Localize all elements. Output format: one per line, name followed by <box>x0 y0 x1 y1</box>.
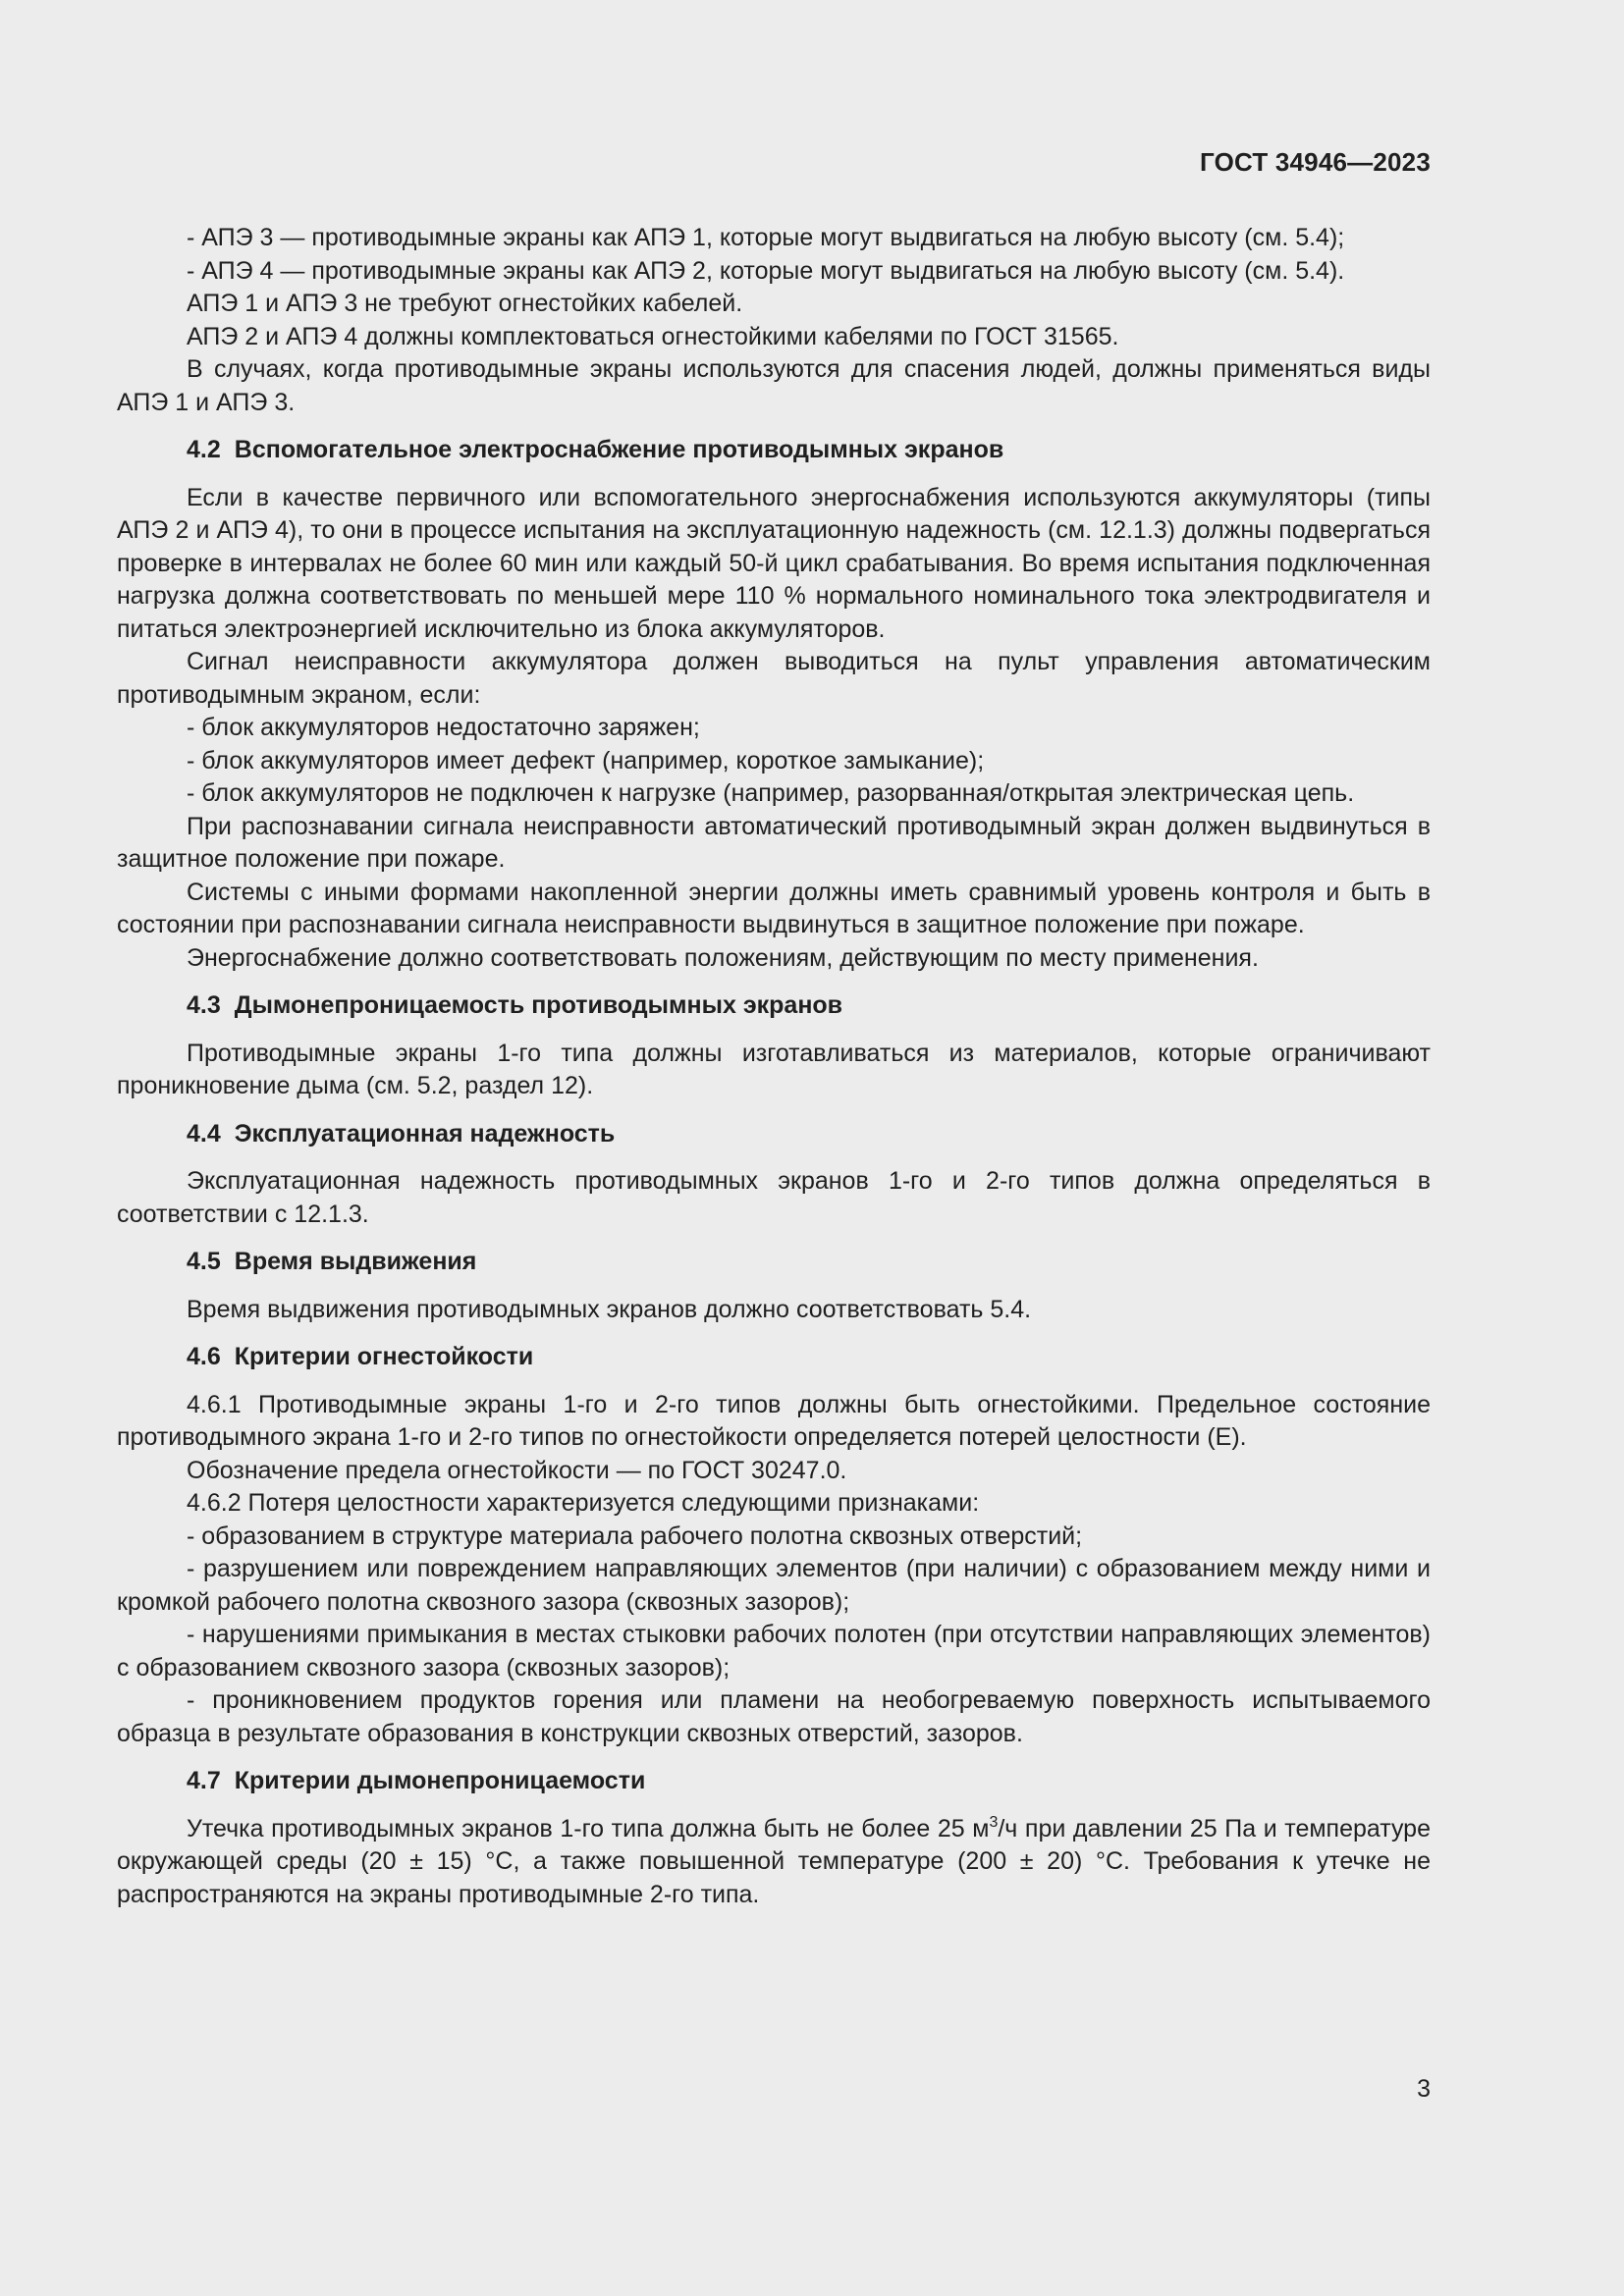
paragraph: - АПЭ 4 — противодымные экраны как АПЭ 2, которые могут выдвигаться на любую высоту (см. 5.4). <box>187 256 1345 285</box>
section-title: Время выдвижения <box>234 1248 477 1275</box>
section-heading-4-6 <box>117 1341 1431 1374</box>
paragraph: АПЭ 1 и АПЭ 3 не требуют огнестойких кабелей. <box>187 290 743 317</box>
paragraph: 4.6.1 Противодымные экраны 1-го и 2-го типов должны быть огнестойкими. Предельное состояние противодымного экрана 1-го и 2-го типов по огнестойкости определяется потерей целостности (Е). <box>117 1390 1431 1451</box>
section-title: Эксплуатационная надежность <box>234 1119 616 1148</box>
section-heading-4-2 <box>117 434 1431 467</box>
section-heading-4-7 <box>117 1765 1431 1798</box>
section-title: Дымонепроницаемость противодымных экранов <box>234 991 843 1019</box>
text-run: Утечка противодымных экранов 1-го типа должна быть не более 25 м <box>187 1814 990 1842</box>
section-number: 4.2 <box>187 436 221 463</box>
section-number: 4.5 <box>187 1248 221 1275</box>
list-item: - блок аккумуляторов недостаточно заряжен; <box>187 714 700 741</box>
list-item: - образованием в структуре материала рабочего полотна сквозных отверстий; <box>187 1522 1083 1550</box>
document-body <box>117 222 1431 1911</box>
section-number: 4.6 <box>187 1343 221 1370</box>
section-heading-4-3 <box>117 989 1431 1023</box>
section-number: 4.3 <box>187 991 221 1019</box>
section-title: Критерии огнестойкости <box>234 1343 534 1370</box>
paragraph: При распознавании сигнала неисправности автоматический противодымный экран должен выдвинуться в защитное положение при пожаре. <box>117 812 1431 873</box>
paragraph: В случаях, когда противодымные экраны используются для спасения людей, должны применяться виды АПЭ 1 и АПЭ 3. <box>117 355 1431 416</box>
paragraph: Если в качестве первичного или вспомогательного энергоснабжения используются аккумуляторы (типы АПЭ 2 и АПЭ 4), то они в процессе испытания на эксплуатационную надежность (см. 12.1.3) должны подвергаться проверке в интервалах не более 60 мин или каждый 50-й цикл срабатывания. Во время испытания подключенная нагрузка должна соответствовать по меньшей мере 110 % нормального номинального тока электродвигателя и питаться электроэнергией исключительно из блока аккумуляторов. <box>117 483 1431 643</box>
list-item: - проникновением продуктов горения или пламени на необогреваемую поверхность испытываемого образца в результате образования в конструкции сквозных отверстий, зазоров. <box>117 1686 1431 1747</box>
paragraph: Обозначение предела огнестойкости — по ГОСТ 30247.0. <box>187 1456 847 1484</box>
section-title: Вспомогательное электроснабжение противодымных экранов <box>234 436 1004 463</box>
paragraph <box>117 1813 1431 1912</box>
section-number: 4.4 <box>187 1119 221 1148</box>
section-number: 4.7 <box>187 1767 221 1794</box>
superscript: 3 <box>989 1813 999 1831</box>
paragraph: Системы с иными формами накопленной энергии должны иметь сравнимый уровень контроля и быть в состоянии при распознавании сигнала неисправности выдвинуться в защитное положение при пожаре. <box>117 878 1431 938</box>
paragraph: Энергоснабжение должно соответствовать положениям, действующим по месту применения. <box>187 943 1259 972</box>
paragraph: АПЭ 2 и АПЭ 4 должны комплектоваться огнестойкими кабелями по ГОСТ 31565. <box>187 322 1119 350</box>
document-header: ГОСТ 34946—2023 <box>1200 147 1431 177</box>
text-run: /ч при давлении 25 Па и температуре окружающей среды (20 ± 15) °С, а также повышенной температуре (200 ± 20) °С. Требования к утечке не распространяются на экраны противодымные 2-го типа. <box>117 1814 1431 1908</box>
paragraph: - АПЭ 3 — противодымные экраны как АПЭ 1, которые могут выдвигаться на любую высоту (см. 5.4); <box>187 224 1345 251</box>
paragraph: Время выдвижения противодымных экранов должно соответствовать 5.4. <box>187 1295 1032 1323</box>
paragraph: Эксплуатационная надежность противодымных экранов 1-го и 2-го типов должна определяться в соответствии с 12.1.3. <box>117 1167 1431 1228</box>
section-title: Критерии дымонепроницаемости <box>234 1767 646 1794</box>
section-heading-4-5 <box>117 1246 1431 1279</box>
paragraph: Сигнал неисправности аккумулятора должен выводиться на пульт управления автоматическим противодымным экраном, если: <box>117 648 1431 709</box>
page-number: 3 <box>1417 2075 1431 2103</box>
paragraph: Противодымные экраны 1-го типа должны изготавливаться из материалов, которые ограничивают проникновение дыма (см. 5.2, раздел 12). <box>117 1039 1431 1099</box>
paragraph: 4.6.2 Потеря целостности характеризуется следующими признаками: <box>187 1489 980 1517</box>
list-item: - нарушениями примыкания в местах стыковки рабочих полотен (при отсутствии направляющих элементов) с образованием сквозного зазора (сквозных зазоров); <box>117 1621 1431 1682</box>
section-heading-4-4 <box>117 1118 1431 1151</box>
list-item: - блок аккумуляторов имеет дефект (например, короткое замыкание); <box>187 746 985 774</box>
list-item: - разрушением или повреждением направляющих элементов (при наличии) с образованием между ними и кромкой рабочего полотна сквозного зазора (сквозных зазоров); <box>117 1555 1431 1616</box>
list-item: - блок аккумуляторов не подключен к нагрузке (например, разорванная/открытая электрическая цепь. <box>187 779 1355 807</box>
